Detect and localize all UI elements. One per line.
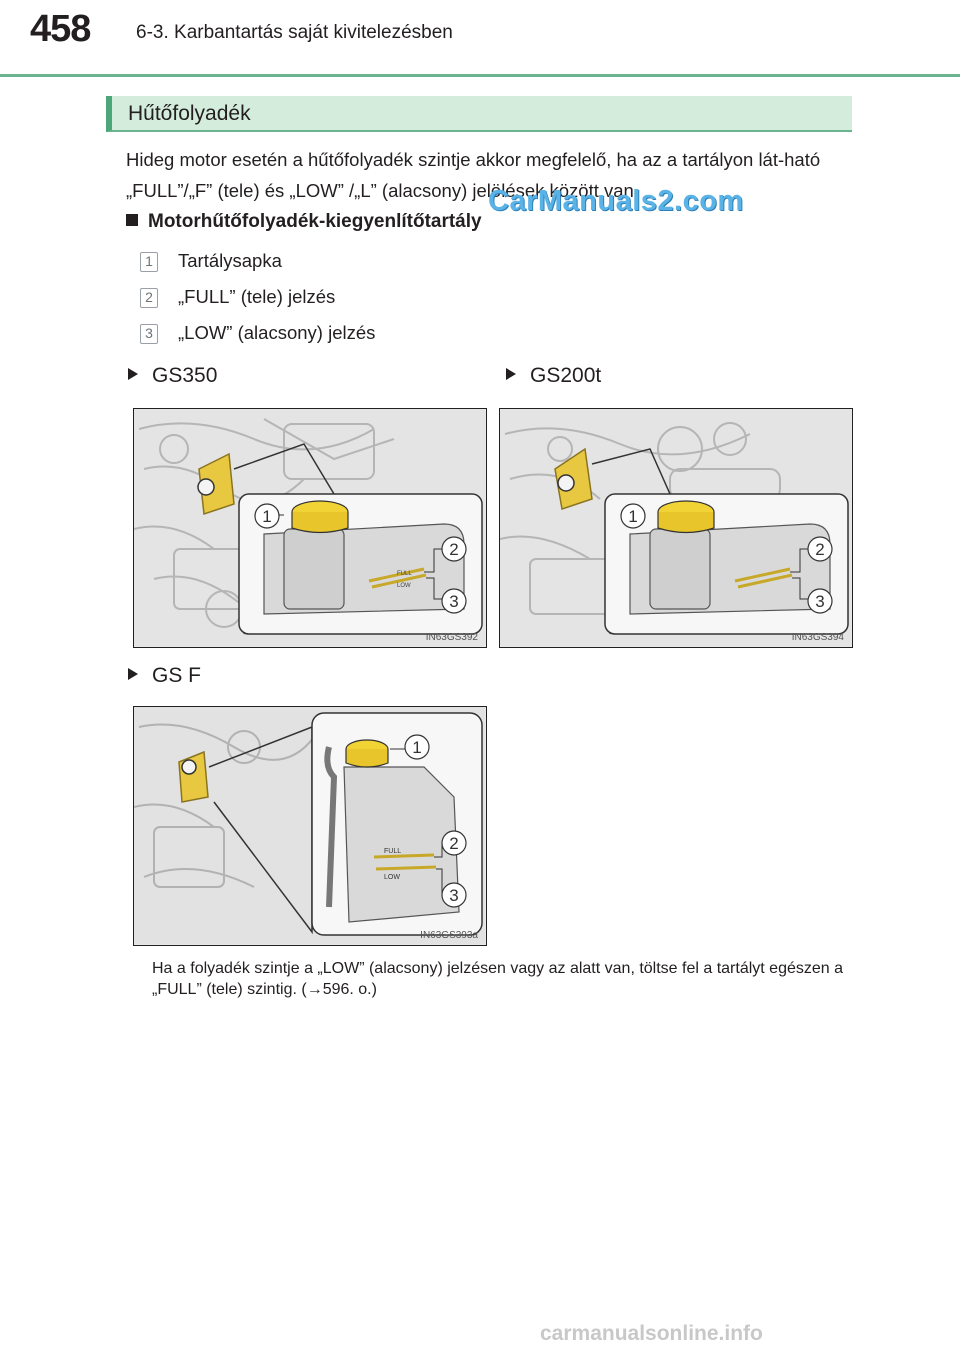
legend-number: 2 <box>140 288 158 308</box>
callout-1: 1 <box>262 507 272 526</box>
callout-2: 2 <box>815 540 825 559</box>
figure-gs350 <box>133 408 487 648</box>
variant-text: GS200t <box>530 364 602 387</box>
figure-gs200t <box>499 408 853 648</box>
variant-label-gsf <box>128 664 201 688</box>
callout-2: 2 <box>449 834 459 853</box>
figure-code: IN63GS392 <box>425 632 478 643</box>
variant-label-gs350 <box>128 364 217 388</box>
engine-illustration <box>500 409 851 646</box>
header-rule <box>0 74 960 77</box>
legend-text: Tartálysapka <box>178 250 282 271</box>
subheading <box>126 211 482 233</box>
legend-number: 1 <box>140 252 158 272</box>
square-bullet-icon <box>126 214 138 226</box>
engine-illustration <box>134 409 485 646</box>
legend-text: „FULL” (tele) jelzés <box>178 286 336 307</box>
figure-gsf <box>133 706 487 946</box>
section-title: Hűtőfolyadék <box>128 102 251 125</box>
tank-low-mark: LOW <box>397 583 411 589</box>
figure-code: IN63GS393a <box>420 930 478 941</box>
callout-3: 3 <box>815 592 825 611</box>
callout-3: 3 <box>449 886 459 905</box>
subheading-text: Motorhűtőfolyadék-kiegyenlítőtartály <box>148 211 482 232</box>
triangle-bullet-icon <box>128 368 138 380</box>
watermark-bottom: carmanualsonline.info <box>540 1322 763 1345</box>
callout-3: 3 <box>449 592 459 611</box>
tank-low-mark: LOW <box>384 874 400 881</box>
callout-2: 2 <box>449 540 459 559</box>
callout-1: 1 <box>412 738 422 757</box>
triangle-bullet-icon <box>506 368 516 380</box>
note-paragraph: Ha a folyadék szintje a „LOW” (alacsony) jelzésen vagy az alatt van, töltse fel a tartályt egészen a „FULL” (tele) szintig. (→596. o.) <box>152 960 843 998</box>
tank-full-mark: FULL <box>384 848 402 855</box>
legend-number: 3 <box>140 324 158 344</box>
figure-code: IN63GS394 <box>791 632 844 643</box>
variant-label-gs200t <box>506 364 601 388</box>
variant-text: GS350 <box>152 364 218 387</box>
watermark-top: CarManuals2.com <box>488 185 744 217</box>
chapter-title: 6-3. Karbantartás saját kivitelezésben <box>136 22 453 43</box>
triangle-bullet-icon <box>128 668 138 680</box>
variant-text: GS F <box>152 664 202 687</box>
intro-paragraph: Hideg motor esetén a hűtőfolyadék szintje akkor megfelelő, ha az a tartályon lát-ható „FULL”/„F” (tele) és „LOW” /„L” (alacsony) jelölések között van. <box>126 149 821 201</box>
callout-1: 1 <box>628 507 638 526</box>
tank-full-mark: FULL <box>397 571 412 577</box>
page-number: 458 <box>30 8 91 50</box>
legend-text: „LOW” (alacsony) jelzés <box>178 322 376 343</box>
engine-illustration <box>134 707 485 944</box>
section-heading <box>106 96 852 132</box>
